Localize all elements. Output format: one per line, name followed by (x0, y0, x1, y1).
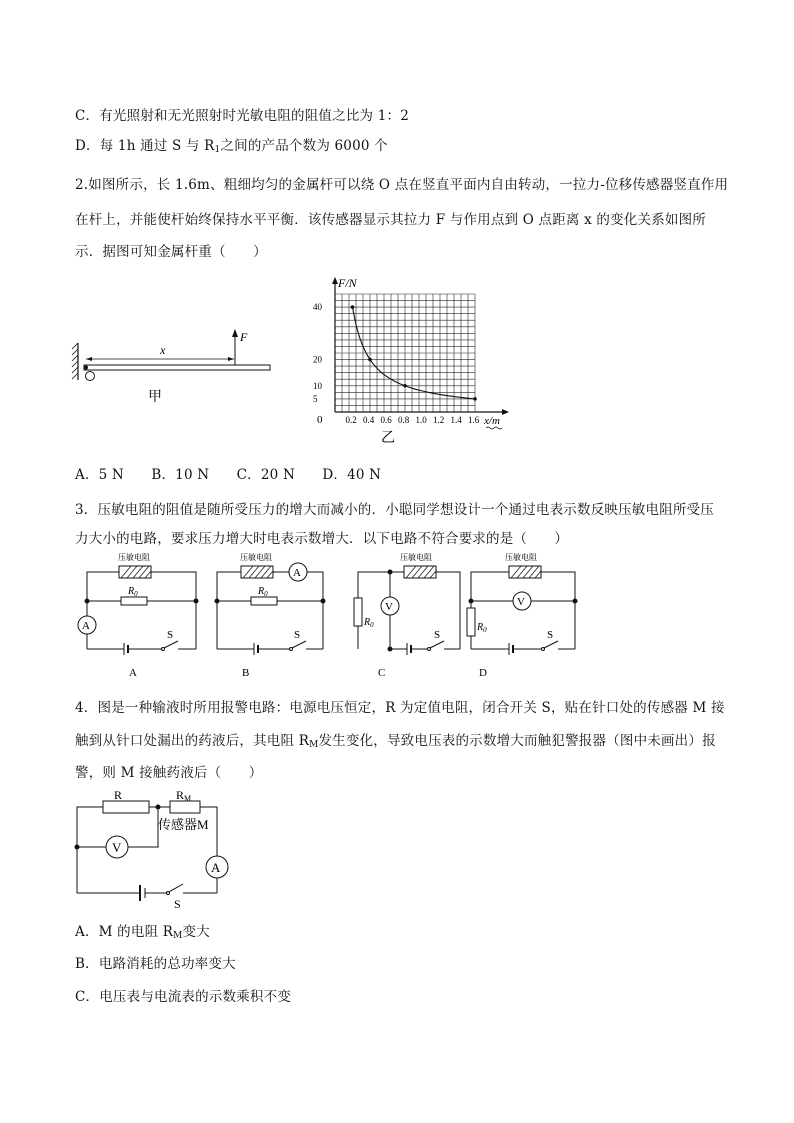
svg-text:V: V (385, 601, 393, 613)
x-tick-label: 0.4 (363, 415, 375, 425)
chart-grid (335, 294, 475, 412)
circuit-a (70, 550, 210, 680)
data-point (351, 305, 355, 309)
q2-stem-line2: 在杆上，并能使杆始终保持水平平衡．该传感器显示其拉力 F 与作用点到 O 点距离 x 的变化关系如图所 (75, 212, 706, 228)
q2-options: A．5 N B．10 N C．20 N D．40 N (75, 467, 382, 483)
svg-text:S: S (167, 629, 174, 641)
svg-text:A: A (293, 567, 301, 579)
q4-stem-line2: 触到从针口处漏出的药液后，其电阻 $R_M$发生变化，导致电压表的示数增大而触犯警报器（图中未画出）报 (75, 733, 716, 750)
circuit-a-label: A (129, 667, 137, 679)
svg-text:S: S (174, 897, 181, 911)
circuit-d-label: D (479, 667, 487, 679)
q1-option-c: C．有光照射和无光照射时光敏电阻的阻值之比为 1：2 (75, 108, 409, 124)
chart-y-label: F/N (338, 276, 357, 290)
figure-jia-caption: 甲 (148, 390, 162, 405)
svg-text:压敏电阻: 压敏电阻 (118, 553, 150, 562)
y-tick-label: 5 (313, 393, 318, 404)
q3-stem-line1: 3．压敏电阻的阻值是随所受压力的增大而减小的．小聪同学想设计一个通过电表示数反映压敏电阻所受压 (75, 502, 714, 518)
svg-text:传感器M: 传感器M (158, 817, 209, 832)
x-tick-label: 0.2 (345, 415, 357, 425)
q4-stem-line3: 警，则 M 接触药液后（ ） (75, 765, 263, 781)
q4-option-a: A．M 的电阻 $R_M$变大 (75, 924, 210, 941)
chart-origin-label: 0 (317, 414, 323, 426)
lever-x-label: x (160, 343, 166, 357)
q3-stem-line2: 力大小的电路，要求压力增大时电表示数增大．以下电路不符合要求的是（ ） (75, 531, 569, 547)
svg-text:A: A (211, 860, 221, 875)
q4-stem-line1: 4．图是一种输液时所用报警电路：电源电压恒定，R 为定值电阻，闭合开关 S，贴在针口处的传感器 M 接 (75, 700, 725, 716)
data-point (473, 397, 477, 401)
svg-text:压敏电阻: 压敏电阻 (505, 553, 537, 562)
svg-text:压敏电阻: 压敏电阻 (240, 553, 272, 562)
lever-figure (70, 325, 280, 405)
svg-text:压敏电阻: 压敏电阻 (400, 553, 432, 562)
x-tick-label: 1.2 (433, 415, 445, 425)
svg-text:R0: $R_0$ (364, 617, 374, 629)
svg-text:S: S (294, 629, 301, 641)
circuit-c (352, 550, 472, 680)
svg-text:S: S (547, 629, 554, 641)
svg-text:R0: $R_0$ (477, 622, 487, 634)
q2-stem-line1: 2.如图所示，长 1.6m、粗细均匀的金属杆可以绕 O 点在竖直平面内自由转动，一拉力-位移传感器竖直作用 (75, 177, 729, 193)
data-point (368, 358, 372, 362)
y-tick-label: 20 (313, 354, 322, 365)
circuit-b (210, 550, 340, 680)
q1-option-d: D．每 1h 通过 S 与 $R_1$之间的产品个数为 6000 个 (75, 138, 388, 155)
y-tick-label: 10 (313, 380, 322, 391)
x-tick-label: 0.6 (380, 415, 392, 425)
svg-text:R: R (114, 788, 123, 802)
x-tick-label: 0.8 (398, 415, 410, 425)
x-axis-arrow (502, 409, 509, 415)
chart-axes (332, 277, 509, 415)
chart-caption: 乙 (381, 431, 395, 446)
svg-text:S: S (434, 629, 441, 641)
x-tick-label: 1.0 (415, 415, 427, 425)
circuit-c-label: C (378, 667, 386, 679)
svg-text:V: V (517, 596, 525, 608)
svg-text:V: V (112, 840, 122, 855)
q4-option-c: C．电压表与电流表的示数乘积不变 (75, 989, 292, 1005)
force-distance-chart (305, 275, 515, 445)
svg-text:A: A (82, 620, 90, 632)
q2-stem-line3: 示．据图可知金属杆重（ ） (75, 244, 267, 260)
svg-text:RM: RM (176, 788, 192, 803)
x-tick-label: 1.4 (450, 415, 462, 425)
data-point (403, 384, 407, 388)
circuit-b-label: B (242, 667, 250, 679)
x-tick-label: 1.6 (468, 415, 480, 425)
chart-x-label: x/m (484, 415, 500, 427)
alarm-circuit (70, 785, 240, 910)
svg-text:R0: $R_0$ (258, 586, 268, 598)
y-tick-label: 40 (313, 302, 322, 313)
circuit-d (465, 550, 585, 680)
q4-option-b: B．电路消耗的总功率变大 (75, 956, 236, 972)
lever-f-label: F (240, 330, 248, 344)
svg-text:R0: $R_0$ (128, 586, 138, 598)
